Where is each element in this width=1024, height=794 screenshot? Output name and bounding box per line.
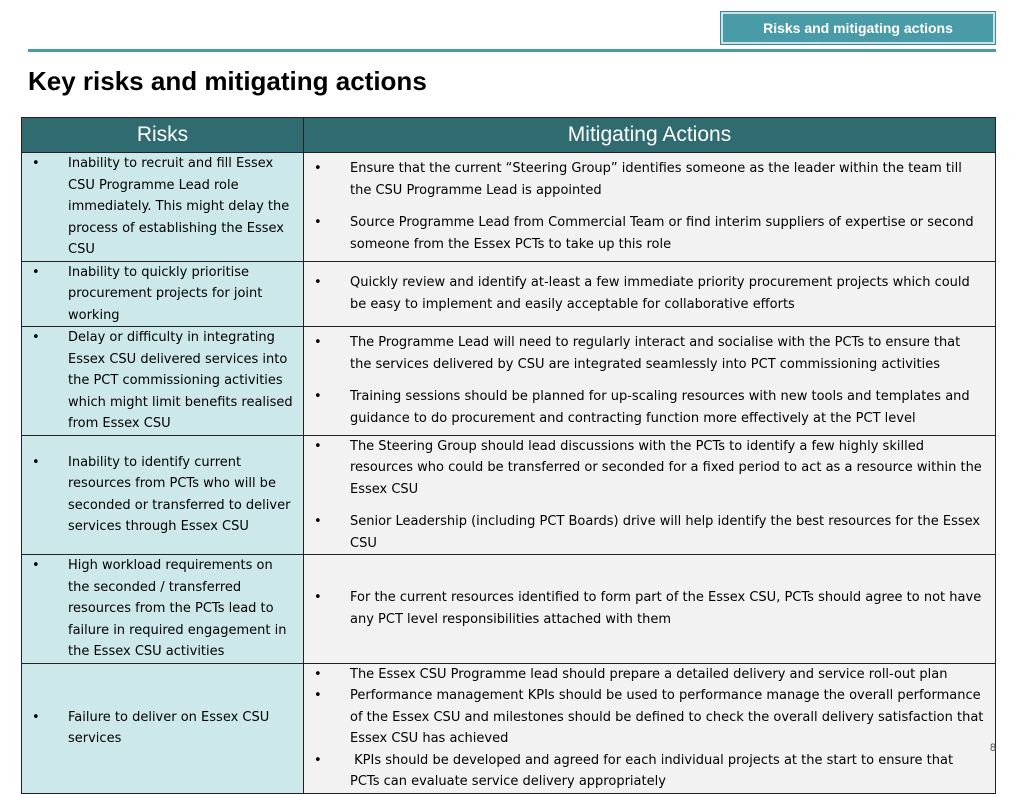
header-divider [28,49,996,52]
risk-text: Inability to identify current resources from PCTs who will be seconded or transferred to deliver services through Essex CSU [68,454,291,535]
mitigation-cell [304,327,996,436]
mitigation-cell [304,153,996,262]
risk-text: Inability to recruit and fill Essex CSU Programme Lead role immediately. This might delay the process of establishing the Essex CSU [68,156,290,257]
action-text: The Essex CSU Programme lead should prepare a detailed delivery and service roll-out plan [350,666,948,682]
bullet-icon: • [314,275,322,291]
action-text: KPIs should be developed and agreed for each individual projects at the start to ensure that PCTs can evaluate service delivery appropriately [350,752,958,789]
bullet-icon: • [32,330,40,345]
bullet-icon: • [314,688,322,703]
action-text: Training sessions should be planned for up-scaling resources with new tools and templates and guidance to do procurement and contracting function more effectively at the PCT level [350,389,970,426]
action-item [304,685,995,750]
risk-text: Inability to quickly prioritise procurement projects for joint working [68,264,263,323]
bullet-icon: • [32,156,40,171]
page-number: 8 [990,742,997,754]
section-tab [720,11,996,45]
mitigation-cell [304,663,996,793]
action-item [304,436,995,501]
bullet-icon: • [314,215,322,231]
table-row [22,435,996,555]
risk-cell [22,327,304,436]
table-row [22,327,996,436]
risk-cell [22,261,304,327]
risks-table [21,117,996,794]
bullet-icon: • [314,161,322,177]
page-title: Key risks and mitigating actions [28,66,427,96]
table-row [22,153,996,262]
bullet-icon: • [314,389,322,405]
action-text: The Programme Lead will need to regularly interact and socialise with the PCTs to ensure that the services delivered by CSU are integrated seamlessly into PCT commissioning activities [350,335,961,372]
risks-column-header: Risks [22,118,304,153]
bullet-icon: • [314,514,322,529]
table-row [22,663,996,793]
action-item [304,158,995,201]
risk-text: Delay or difficulty in integrating Essex CSU delivered services into the PCT commissioning activities which might limit benefits realised from Essex CSU [68,330,293,431]
bullet-icon: • [314,590,322,606]
bullet-icon: • [314,666,322,682]
action-text: Ensure that the current “Steering Group” identifies someone as the leader within the team till the CSU Programme Lead is appointed [350,161,962,198]
action-item [304,386,995,429]
bullet-icon: • [32,454,40,470]
mitigation-cell [304,261,996,327]
action-text: Quickly review and identify at-least a few immediate priority procurement projects which could be easy to implement and easily acceptable for collaborative efforts [350,275,970,312]
bullet-icon: • [314,335,322,351]
action-item [304,212,995,255]
risk-item [22,555,303,663]
bullet-icon: • [32,264,40,280]
risk-text: Failure to deliver on Essex CSU services [68,709,270,746]
action-item [304,332,995,375]
risk-item [22,262,303,327]
risk-cell [22,555,304,664]
risk-item [22,153,303,261]
action-item [304,511,995,554]
action-text: Senior Leadership (including PCT Boards) drive will help identify the best resources for the Essex CSU [350,514,981,551]
mitigation-cell [304,555,996,664]
section-tab-label: Risks and mitigating actions [763,20,953,36]
risk-item [22,327,303,435]
action-item [304,272,995,315]
action-item [304,664,995,686]
risk-item [22,707,303,750]
bullet-icon: • [314,438,322,454]
table-header-row [22,118,996,153]
action-text: Source Programme Lead from Commercial Team or find interim suppliers of expertise or second someone from the Essex PCTs to take up this role [350,215,974,252]
bullet-icon: • [32,709,40,725]
bullet-icon: • [314,752,322,768]
table-row [22,555,996,664]
risk-cell [22,435,304,555]
risk-cell [22,663,304,793]
mitigating-actions-column-header: Mitigating Actions [304,118,996,153]
risk-item [22,452,303,538]
table-row [22,261,996,327]
risk-text: High workload requirements on the seconded / transferred resources from the PCTs lead to failure in required engagement in the Essex CSU activities [68,558,287,659]
action-item [304,750,995,793]
action-text: For the current resources identified to form part of the Essex CSU, PCTs should agree to not have any PCT level responsibilities attached with them [350,590,982,627]
action-text: Performance management KPIs should be used to performance manage the overall performance of the Essex CSU and milestones should be defined to check the overall delivery satisfaction that Essex CSU has achieved [350,688,984,746]
bullet-icon: • [32,558,40,573]
risk-cell [22,153,304,262]
action-item [304,587,995,630]
mitigation-cell [304,435,996,555]
action-text: The Steering Group should lead discussions with the PCTs to identify a few highly skilled resources who could be transferred or seconded for a fixed period to act as a resource within the Essex CSU [350,438,982,497]
